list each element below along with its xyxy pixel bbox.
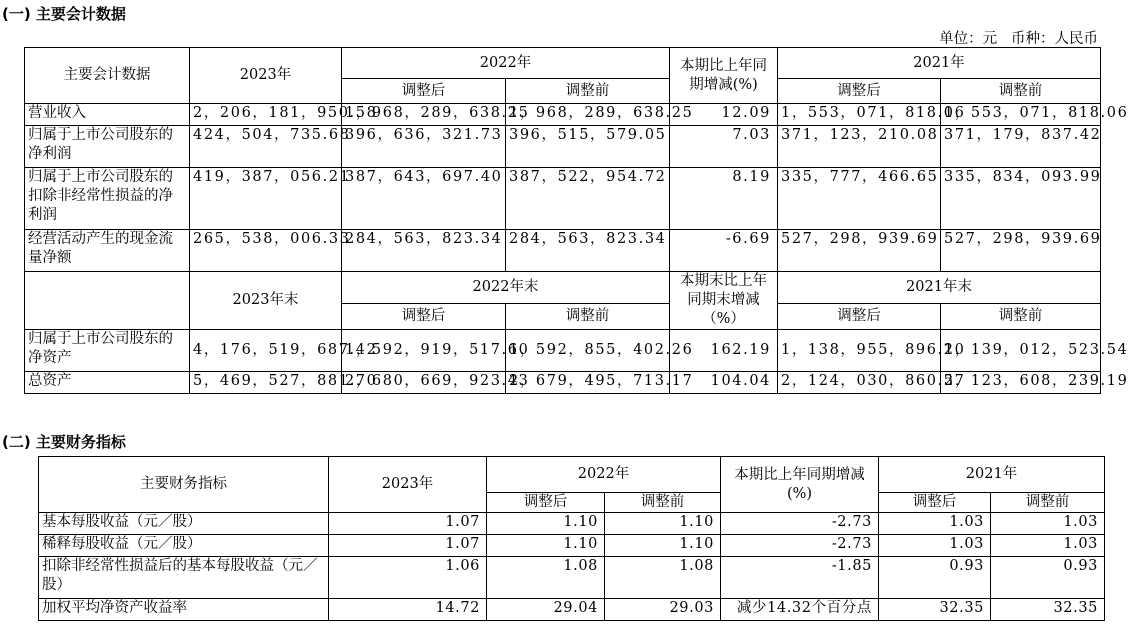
row-label: 归属于上市公司股东的净利润	[25, 126, 190, 168]
cell-2022-adjusted: 1，968，289，638.25	[342, 104, 506, 126]
row-label: 稀释每股收益（元／股）	[39, 535, 329, 557]
table-row	[25, 230, 1101, 272]
table-row	[39, 599, 1105, 621]
row-label: 营业收入	[25, 104, 190, 126]
cell-change: 162.19	[670, 330, 778, 372]
cell-2021-before: 1，553，071，818.06	[941, 104, 1101, 126]
cell-2021-adjusted: 335，777，466.65	[778, 168, 941, 230]
cell-2022-before: 387，522，954.72	[506, 168, 670, 230]
cell-2022-adjusted: 1.08	[487, 557, 605, 599]
table-row	[39, 535, 1105, 557]
header-2021: 2021年	[879, 457, 1105, 493]
cell-2022-adjusted: 1.10	[487, 513, 605, 535]
cell-change: 7.03	[670, 126, 778, 168]
table-row	[25, 330, 1101, 372]
cell-2022-before: 1，968，289，638.25	[506, 104, 670, 126]
cell-2021-before: 335，834，093.99	[941, 168, 1101, 230]
row-label: 扣除非经常性损益后的基本每股收益（元／股）	[39, 557, 329, 599]
cell-change: -6.69	[670, 230, 778, 272]
cell-2021-before: 527，298，939.69	[941, 230, 1101, 272]
header-2023: 2023年	[329, 457, 487, 513]
header-2021-adjusted: 调整后	[778, 79, 941, 104]
cell-2022-adjusted: 29.04	[487, 599, 605, 621]
header-2023: 2023年	[190, 48, 342, 104]
table-row	[25, 126, 1101, 168]
cell-2022-adjusted: 1.10	[487, 535, 605, 557]
cell-2023: 2，206，181，950.58	[190, 104, 342, 126]
header2-2022: 2022年末	[342, 272, 670, 304]
row-label: 经营活动产生的现金流量净额	[25, 230, 190, 272]
section1-title: (一) 主要会计数据	[2, 5, 126, 23]
cell-2023: 424，504，735.68	[190, 126, 342, 168]
financial-indicators-table	[38, 456, 1105, 621]
cell-change: -2.73	[721, 513, 879, 535]
accounting-data-table	[24, 47, 1129, 394]
header2-change: 本期末比上年同期末增减（%）	[670, 272, 778, 330]
header-label: 主要会计数据	[25, 48, 190, 104]
row-label: 归属于上市公司股东的扣除非经常性损益的净利润	[25, 168, 190, 230]
cell-2021-adjusted: 371，123，210.08	[778, 126, 941, 168]
cell-change: -1.85	[721, 557, 879, 599]
header-2022-before: 调整前	[605, 493, 721, 513]
cell-2023: 14.72	[329, 599, 487, 621]
cell-2021-adjusted: 1，138，955，896.20	[778, 330, 941, 372]
cell-2023: 1.07	[329, 513, 487, 535]
header2-2021-adjusted: 调整后	[778, 304, 941, 330]
table-row	[25, 168, 1101, 230]
cell-2023: 419，387，056.21	[190, 168, 342, 230]
header-change: 本期比上年同期增减(%)	[721, 457, 879, 513]
cell-2021-adjusted: 527，298，939.69	[778, 230, 941, 272]
header-2022-adjusted: 调整后	[487, 493, 605, 513]
header-2022-adjusted: 调整后	[342, 79, 506, 104]
header2-label-empty	[25, 272, 190, 330]
cell-2022-adjusted: 396，636，321.73	[342, 126, 506, 168]
cell-2022-before: 1.08	[605, 557, 721, 599]
table-row	[25, 104, 1101, 126]
cell-2023: 4，176，519，687.42	[190, 330, 342, 372]
cell-2021-adjusted: 0.93	[879, 557, 991, 599]
cell-2021-adjusted: 2，124，030，860.57	[778, 372, 941, 394]
cell-2021-adjusted: 1.03	[879, 513, 991, 535]
row-label: 总资产	[25, 372, 190, 394]
header2-2021-before: 调整前	[941, 304, 1101, 330]
row-label: 加权平均净资产收益率	[39, 599, 329, 621]
header-2021-adjusted: 调整后	[879, 493, 991, 513]
cell-2021-before: 371，179，837.42	[941, 126, 1101, 168]
cell-2023: 5，469，527，881.70	[190, 372, 342, 394]
header-2021-before: 调整前	[941, 79, 1101, 104]
cell-2022-before: 1.10	[605, 513, 721, 535]
cell-2021-before: 1，139，012，523.54	[941, 330, 1101, 372]
cell-2021-before: 1.03	[991, 513, 1105, 535]
header-2021-before: 调整前	[991, 493, 1105, 513]
cell-2022-before: 2，679，495，713.17	[506, 372, 670, 394]
table-row	[39, 513, 1105, 535]
header2-2022-before: 调整前	[506, 304, 670, 330]
cell-2022-adjusted: 284，563，823.34	[342, 230, 506, 272]
cell-change: -2.73	[721, 535, 879, 557]
table-row	[39, 557, 1105, 599]
header-change: 本期比上年同期增减(%)	[670, 48, 778, 104]
cell-change: 减少14.32个百分点	[721, 599, 879, 621]
cell-2021-adjusted: 32.35	[879, 599, 991, 621]
header-label: 主要财务指标	[39, 457, 329, 513]
cell-2022-before: 284，563，823.34	[506, 230, 670, 272]
cell-2021-before: 2，123，608，239.19	[941, 372, 1101, 394]
header2-2022-adjusted: 调整后	[342, 304, 506, 330]
cell-2022-adjusted: 1，592，919，517.60	[342, 330, 506, 372]
cell-2022-adjusted: 387，643，697.40	[342, 168, 506, 230]
unit-currency-label: 单位：元 币种：人民币	[939, 31, 1098, 47]
cell-2021-adjusted: 1.03	[879, 535, 991, 557]
header2-2021: 2021年末	[778, 272, 1101, 304]
cell-2023: 1.07	[329, 535, 487, 557]
row-label: 基本每股收益（元／股）	[39, 513, 329, 535]
section2-title: (二) 主要财务指标	[2, 433, 126, 451]
cell-2023: 265，538，006.33	[190, 230, 342, 272]
cell-2022-adjusted: 2，680，669，923.43	[342, 372, 506, 394]
cell-change: 104.04	[670, 372, 778, 394]
table-row	[25, 372, 1101, 394]
cell-2022-before: 396，515，579.05	[506, 126, 670, 168]
cell-2022-before: 29.03	[605, 599, 721, 621]
header-2022: 2022年	[487, 457, 721, 493]
cell-change: 8.19	[670, 168, 778, 230]
cell-2022-before: 1.10	[605, 535, 721, 557]
header-2021: 2021年	[778, 48, 1101, 79]
cell-2023: 1.06	[329, 557, 487, 599]
cell-2021-adjusted: 1，553，071，818.06	[778, 104, 941, 126]
cell-change: 12.09	[670, 104, 778, 126]
header2-2023: 2023年末	[190, 272, 342, 330]
cell-2021-before: 1.03	[991, 535, 1105, 557]
header-2022: 2022年	[342, 48, 670, 79]
header-2022-before: 调整前	[506, 79, 670, 104]
cell-2021-before: 32.35	[991, 599, 1105, 621]
cell-2022-before: 1，592，855，402.26	[506, 330, 670, 372]
cell-2021-before: 0.93	[991, 557, 1105, 599]
row-label: 归属于上市公司股东的净资产	[25, 330, 190, 372]
